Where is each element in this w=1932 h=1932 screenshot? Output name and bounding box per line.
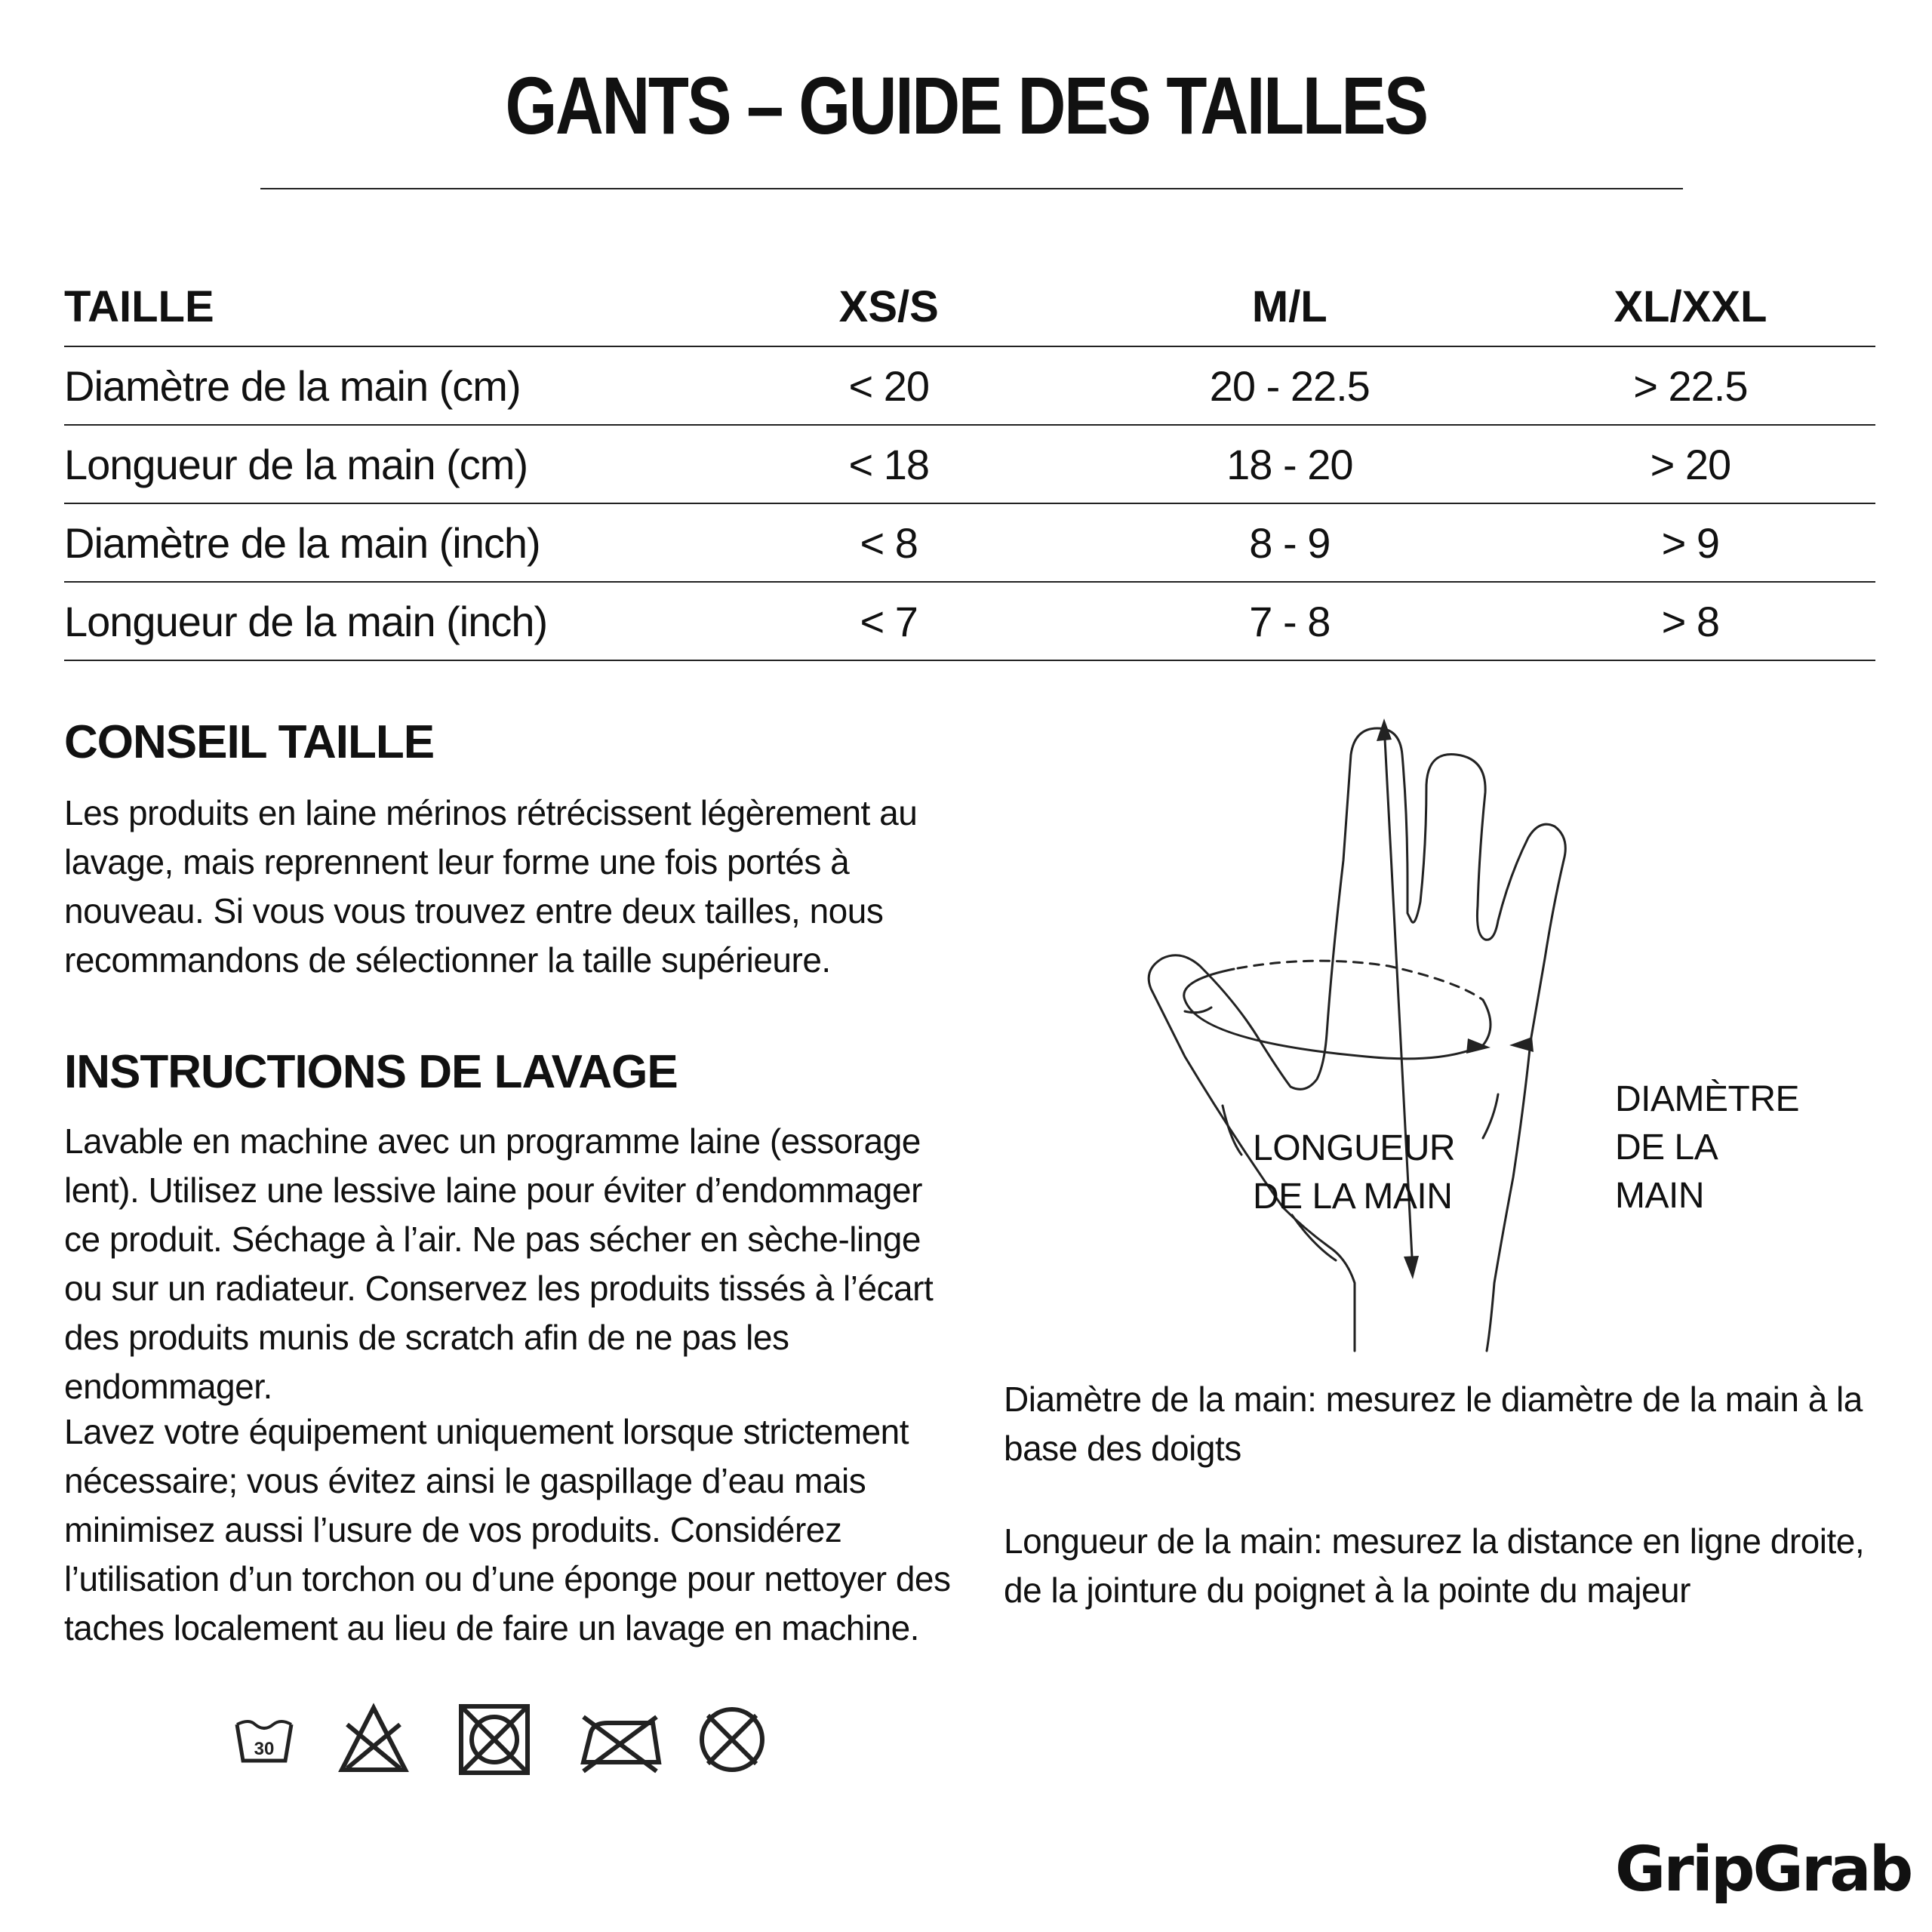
row-label: Diamètre de la main (cm) <box>64 346 704 425</box>
length-label <box>1253 1124 1455 1221</box>
table-row <box>64 346 1875 425</box>
cell-value: < 7 <box>704 582 1074 660</box>
diameter-note: Diamètre de la main: mesurez le diamètre de la main à la base des doigts <box>1004 1380 1863 1468</box>
cell-value: > 8 <box>1506 582 1875 660</box>
diameter-label-line-1: DIAMÈTRE <box>1615 1079 1800 1119</box>
no-tumble-dry-icon <box>457 1702 532 1777</box>
row-label: Diamètre de la main (inch) <box>64 503 704 582</box>
cell-value: < 8 <box>704 503 1074 582</box>
row-label: Longueur de la main (cm) <box>64 425 704 503</box>
wash-temp-label: 30 <box>254 1739 275 1759</box>
header-size-xs-s: XS/S <box>838 282 939 331</box>
size-table <box>64 249 1875 661</box>
diameter-label-line-2: DE LA MAIN <box>1615 1128 1716 1216</box>
header-taille: TAILLE <box>64 282 214 331</box>
washing-text-1: Lavable en machine avec un programme laine (essorage lent). Utilisez une lessive laine pour éviter d’endommager ce produit. Séchage à l’air. Ne pas sécher en sèche-linge ou sur un radiateur. Conservez les produits tissés à l’écart des produits munis de scratch afin de ne pas les endommager. <box>64 1121 934 1406</box>
washing-text-2: Lavez votre équipement uniquement lorsque strictement nécessaire; vous évitez ainsi le gaspillage d’eau mais minimisez aussi l’usure de vos produits. Considérez l’utilisation d’un torchon ou d’une éponge pour nettoyer des taches localement au lieu de faire un lavage en machine. <box>64 1412 951 1647</box>
size-table-header <box>64 249 1875 346</box>
wash-30-icon <box>234 1702 294 1770</box>
no-iron-icon <box>577 1702 664 1777</box>
cell-value: > 22.5 <box>1506 346 1875 425</box>
table-row <box>64 425 1875 503</box>
length-label-line-2: DE LA MAIN <box>1253 1177 1453 1217</box>
length-note: Longueur de la main: mesurez la distance en ligne droite, de la jointure du poignet à la pointe du majeur <box>1004 1521 1865 1610</box>
hand-outline-icon <box>1117 709 1796 1374</box>
table-row <box>64 582 1875 660</box>
cell-value: < 20 <box>704 346 1074 425</box>
page-title: GANTS – GUIDE DES TAILLES <box>505 60 1427 151</box>
no-dry-clean-icon <box>694 1702 770 1777</box>
row-label: Longueur de la main (inch) <box>64 582 704 660</box>
header-size-m-l: M/L <box>1251 282 1327 331</box>
cell-value: < 18 <box>704 425 1074 503</box>
length-label-line-1: LONGUEUR <box>1253 1128 1456 1168</box>
cell-value: 20 - 22.5 <box>1074 346 1506 425</box>
hand-diagram <box>1117 709 1800 1374</box>
brand-logo: GripGrab <box>1615 1834 1912 1906</box>
cell-value: 8 - 9 <box>1074 503 1506 582</box>
table-row <box>64 503 1875 582</box>
cell-value: > 20 <box>1506 425 1875 503</box>
care-icons <box>226 1702 800 1785</box>
no-bleach-icon <box>336 1702 411 1777</box>
cell-value: > 9 <box>1506 503 1875 582</box>
cell-value: 7 - 8 <box>1074 582 1506 660</box>
diameter-label <box>1615 1075 1799 1220</box>
title-divider <box>260 188 1683 189</box>
size-tip-text: Les produits en laine mérinos rétrécissent légèrement au lavage, mais reprennent leur forme une fois portés à nouveau. Si vous vous trouvez entre deux tailles, nous recommandons de sélectionner la taille supérieure. <box>64 793 918 980</box>
washing-heading: INSTRUCTIONS DE LAVAGE <box>64 1046 678 1098</box>
size-tip-heading: CONSEIL TAILLE <box>64 716 435 768</box>
cell-value: 18 - 20 <box>1074 425 1506 503</box>
header-size-xl-xxl: XL/XXL <box>1614 282 1767 331</box>
